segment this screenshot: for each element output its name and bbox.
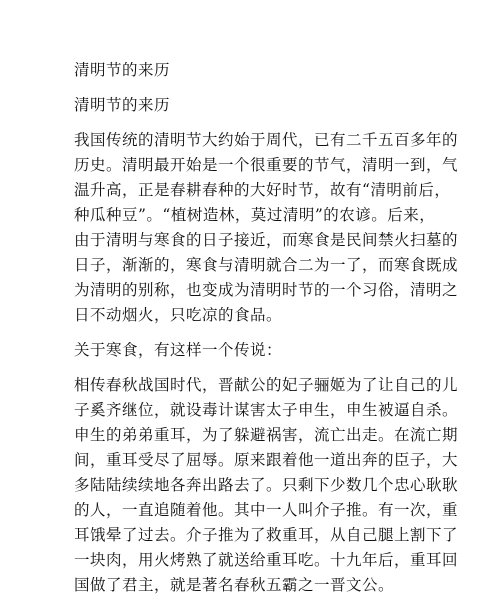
text-line: 申生的弟弟重耳，为了躲避祸害，流亡出走。在流亡期 — [74, 426, 459, 444]
document-title — [74, 58, 434, 83]
document-subtitle — [74, 93, 434, 118]
text-line: 日子，渐渐的，寒食与清明就合二为一了，而寒食既成 — [74, 256, 459, 274]
title-line: 清明节的来历 — [74, 61, 171, 79]
text-line: 多陆陆续续地各奔出路去了。只剩下少数几个忠心耿耿 — [74, 476, 459, 494]
text-line: 关于寒食，有这样一个传说： — [74, 341, 283, 359]
text-line: 我国传统的清明节大约始于周代，已有二千五百多年的 — [74, 131, 459, 149]
text-line: 间，重耳受尽了屈辱。原来跟着他一道出奔的臣子，大 — [74, 451, 459, 469]
text-line: 历史。清明最开始是一个很重要的节气，清明一到，气 — [74, 156, 459, 174]
text-line: 一块肉，用火烤熟了就送给重耳吃。十九年后，重耳回 — [74, 551, 459, 569]
paragraph-intro-legend — [74, 338, 434, 363]
text-line: 国做了君主，就是著名春秋五霸之一晋文公。 — [74, 576, 395, 594]
text-line: 子奚齐继位，就设毒计谋害太子申生，申生被逼自杀。 — [74, 401, 459, 419]
text-line: 种瓜种豆”。“植树造林，莫过清明”的农谚。后来， — [74, 206, 436, 224]
paragraph-legend — [74, 373, 459, 598]
text-line: 为清明的别称，也变成为清明时节的一个习俗，清明之 — [74, 281, 459, 299]
text-line: 由于清明与寒食的日子接近，而寒食是民间禁火扫墓的 — [74, 231, 459, 249]
text-line: 耳饿晕了过去。介子推为了救重耳，从自己腿上割下了 — [74, 526, 459, 544]
subtitle-line: 清明节的来历 — [74, 96, 171, 114]
text-line: 日不动烟火，只吃凉的食品。 — [74, 306, 283, 324]
document-body — [74, 58, 459, 608]
paragraph-history — [74, 128, 459, 328]
text-line: 相传春秋战国时代，晋献公的妃子骊姬为了让自己的儿 — [74, 376, 459, 394]
text-line: 的人，一直追随着他。其中一人叫介子推。有一次，重 — [74, 501, 459, 519]
text-line: 温升高，正是春耕春种的大好时节，故有“清明前后， — [74, 181, 451, 199]
